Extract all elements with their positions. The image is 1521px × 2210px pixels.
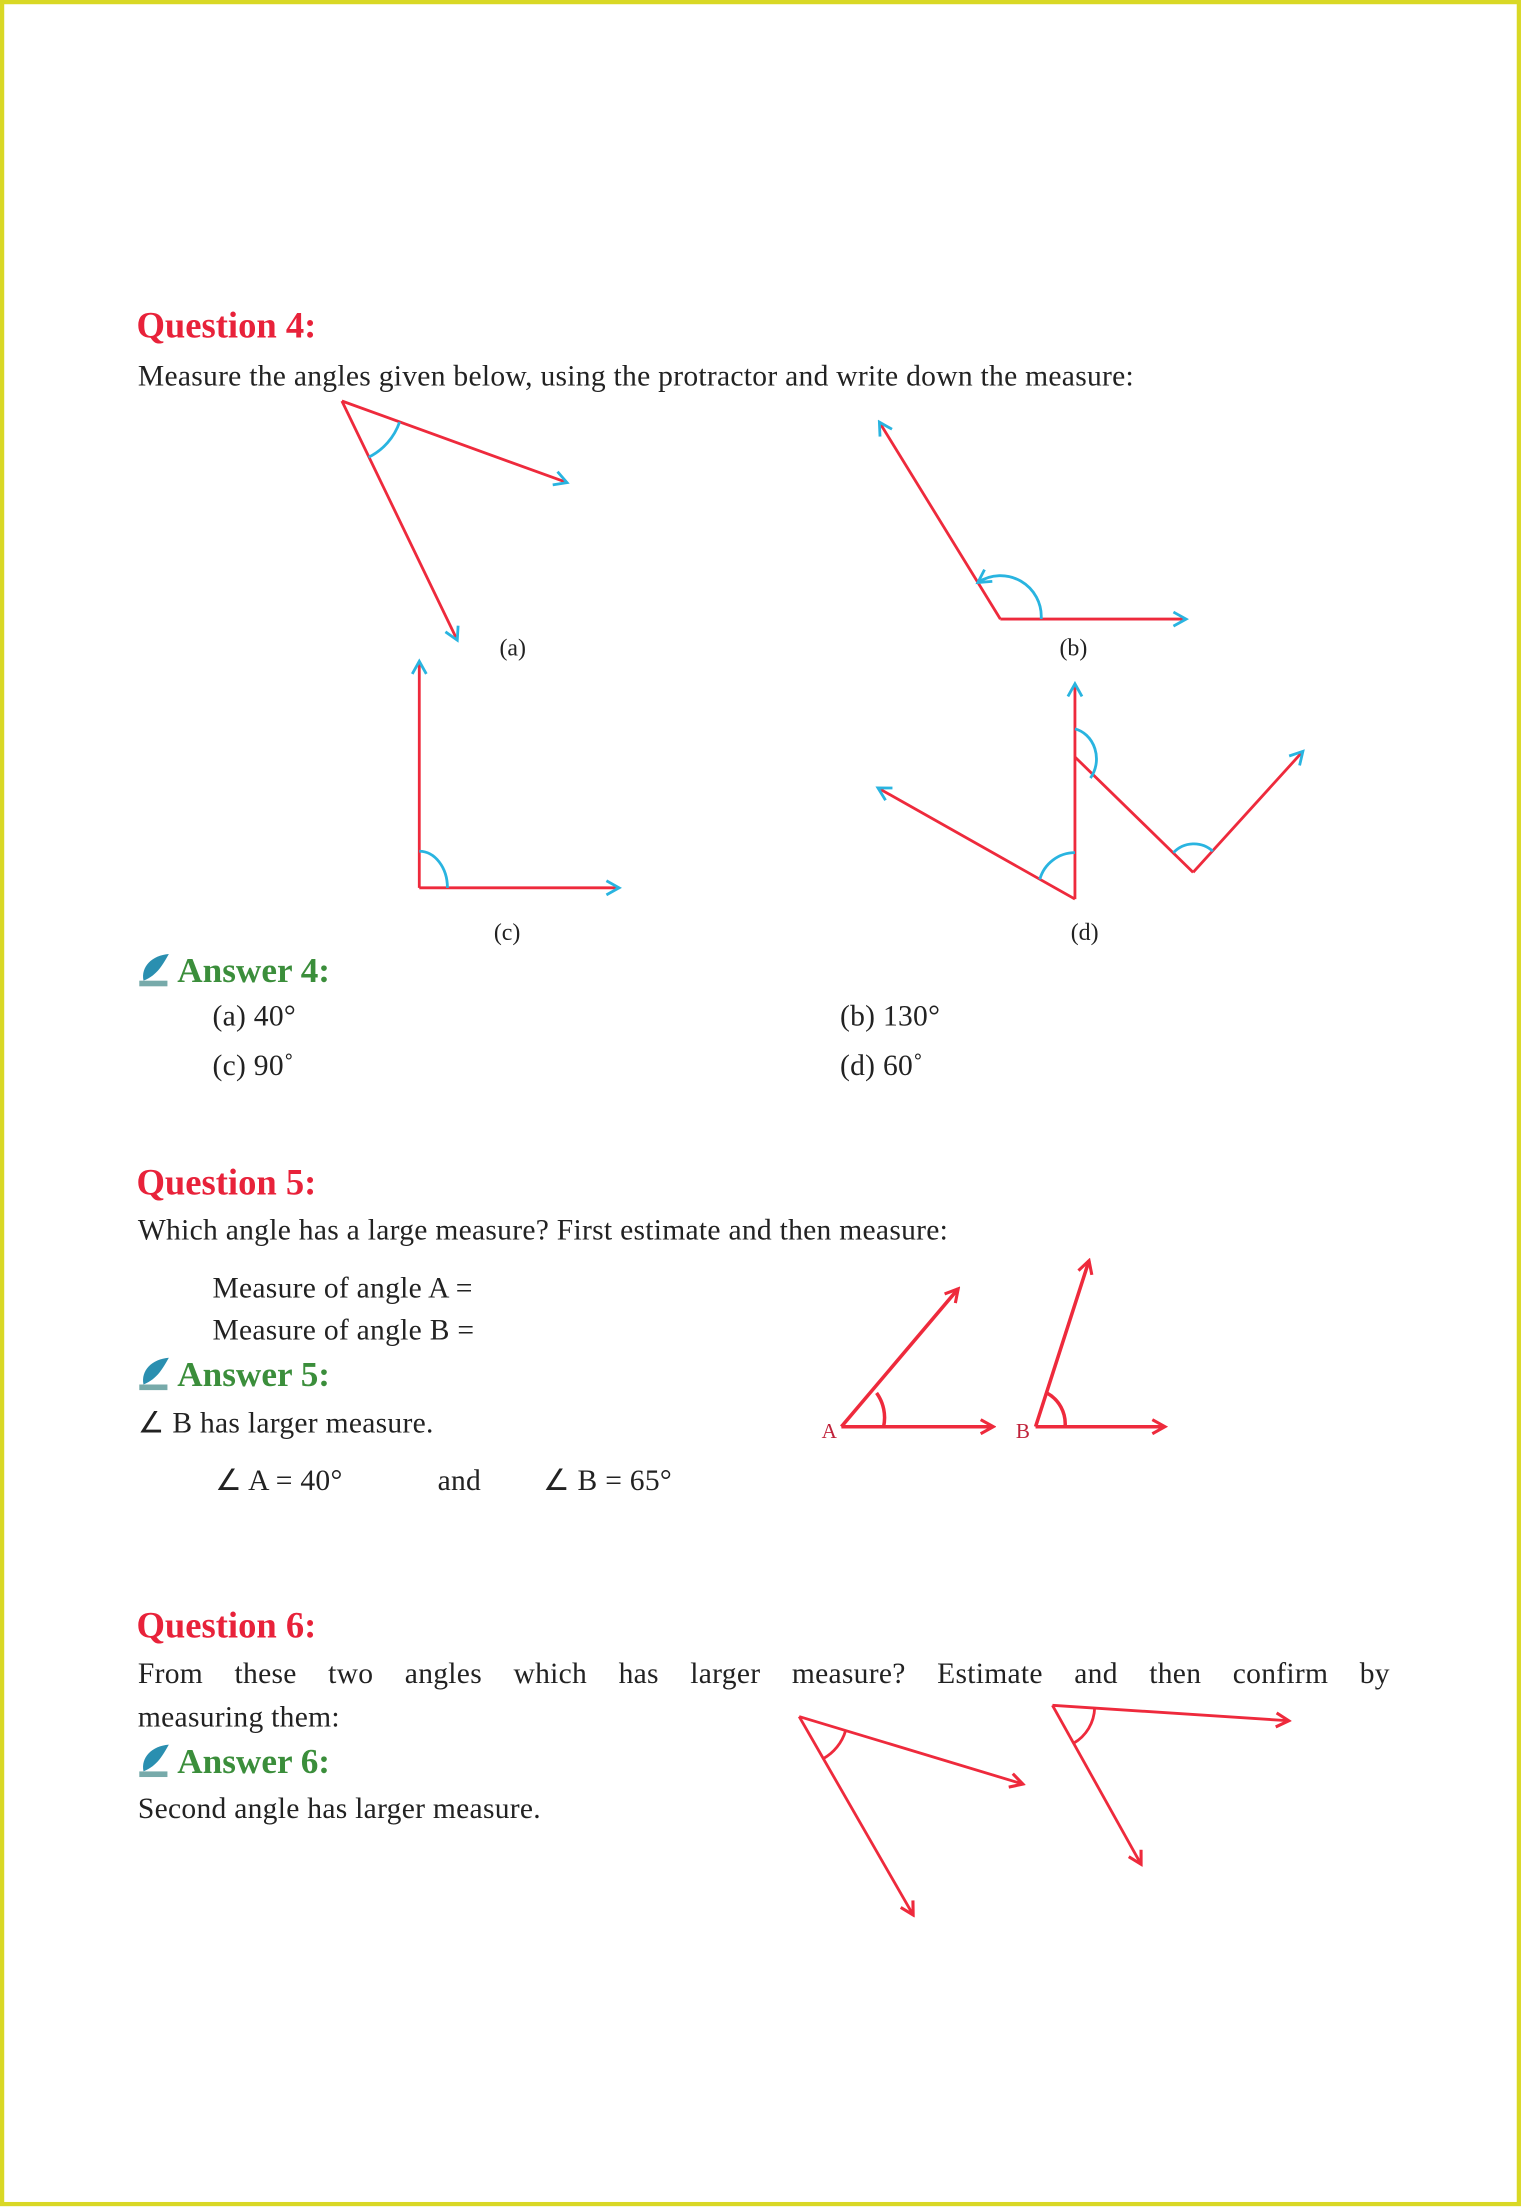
word: has xyxy=(618,1656,659,1690)
answer-4-c: (c) 90˚ xyxy=(212,1048,294,1082)
angle-b-figure xyxy=(879,422,1186,619)
answer-6-title: Answer 6: xyxy=(177,1743,331,1782)
answer-6-text: Second angle has larger measure. xyxy=(137,1791,541,1825)
answer-5-angle-b: ∠ B = 65° xyxy=(543,1463,673,1498)
leaf-logo-icon xyxy=(138,1743,172,1780)
word: which xyxy=(513,1656,588,1690)
q6-first-angle-figure xyxy=(799,1717,1023,1915)
question-6-title: Question 6: xyxy=(136,1605,317,1647)
figure-label-b: (b) xyxy=(1059,635,1088,662)
question-6-text-line2: measuring them: xyxy=(137,1699,340,1734)
measure-angle-b-line: Measure of angle B = xyxy=(212,1312,475,1347)
word: two xyxy=(328,1656,374,1690)
angle-d-figure xyxy=(878,684,1303,899)
measure-angle-a-line: Measure of angle A = xyxy=(212,1270,473,1305)
answer-4-d: (d) 60˚ xyxy=(839,1048,924,1082)
answer-5-and: and xyxy=(437,1463,482,1498)
answer-4-a: (a) 40° xyxy=(212,998,296,1033)
answer-5-angle-a: ∠ A = 40° xyxy=(215,1463,343,1498)
leaf-logo-icon xyxy=(138,1356,172,1393)
word: then xyxy=(1149,1656,1202,1690)
word: and xyxy=(1074,1656,1118,1690)
question-4-title: Question 4: xyxy=(136,305,317,347)
word: angles xyxy=(404,1656,482,1690)
word: measure? xyxy=(791,1656,906,1690)
angle-B-figure xyxy=(1036,1261,1165,1427)
answer-4-b: (b) 130° xyxy=(839,998,941,1033)
angle-a-figure xyxy=(342,401,567,640)
figure-label-a: (a) xyxy=(499,635,527,662)
word: by xyxy=(1359,1656,1390,1690)
word: From xyxy=(137,1656,204,1690)
figure-label-B: B xyxy=(1015,1418,1030,1443)
answer-5-title: Answer 5: xyxy=(177,1356,331,1395)
leaf-logo-icon xyxy=(138,953,172,990)
q6-second-angle-figure xyxy=(1052,1705,1288,1864)
word: larger xyxy=(690,1656,761,1690)
angle-c-figure xyxy=(419,661,619,888)
figure-label-d: (d) xyxy=(1070,919,1099,946)
question-6-text-line1 xyxy=(138,1656,1390,1691)
figure-label-A: A xyxy=(821,1418,837,1443)
word: confirm xyxy=(1232,1656,1329,1690)
answer-5-line1: ∠ B has larger measure. xyxy=(137,1405,434,1440)
figure-label-c: (c) xyxy=(493,919,521,946)
angle-A-figure xyxy=(841,1289,993,1427)
word: Estimate xyxy=(937,1656,1043,1690)
word: these xyxy=(234,1656,297,1690)
question-5-text: Which angle has a large measure? First estimate and then measure: xyxy=(137,1212,949,1247)
answer-4-title: Answer 4: xyxy=(177,952,331,991)
question-4-text: Measure the angles given below, using the protractor and write down the measure: xyxy=(137,358,1135,393)
question-5-title: Question 5: xyxy=(136,1162,317,1203)
